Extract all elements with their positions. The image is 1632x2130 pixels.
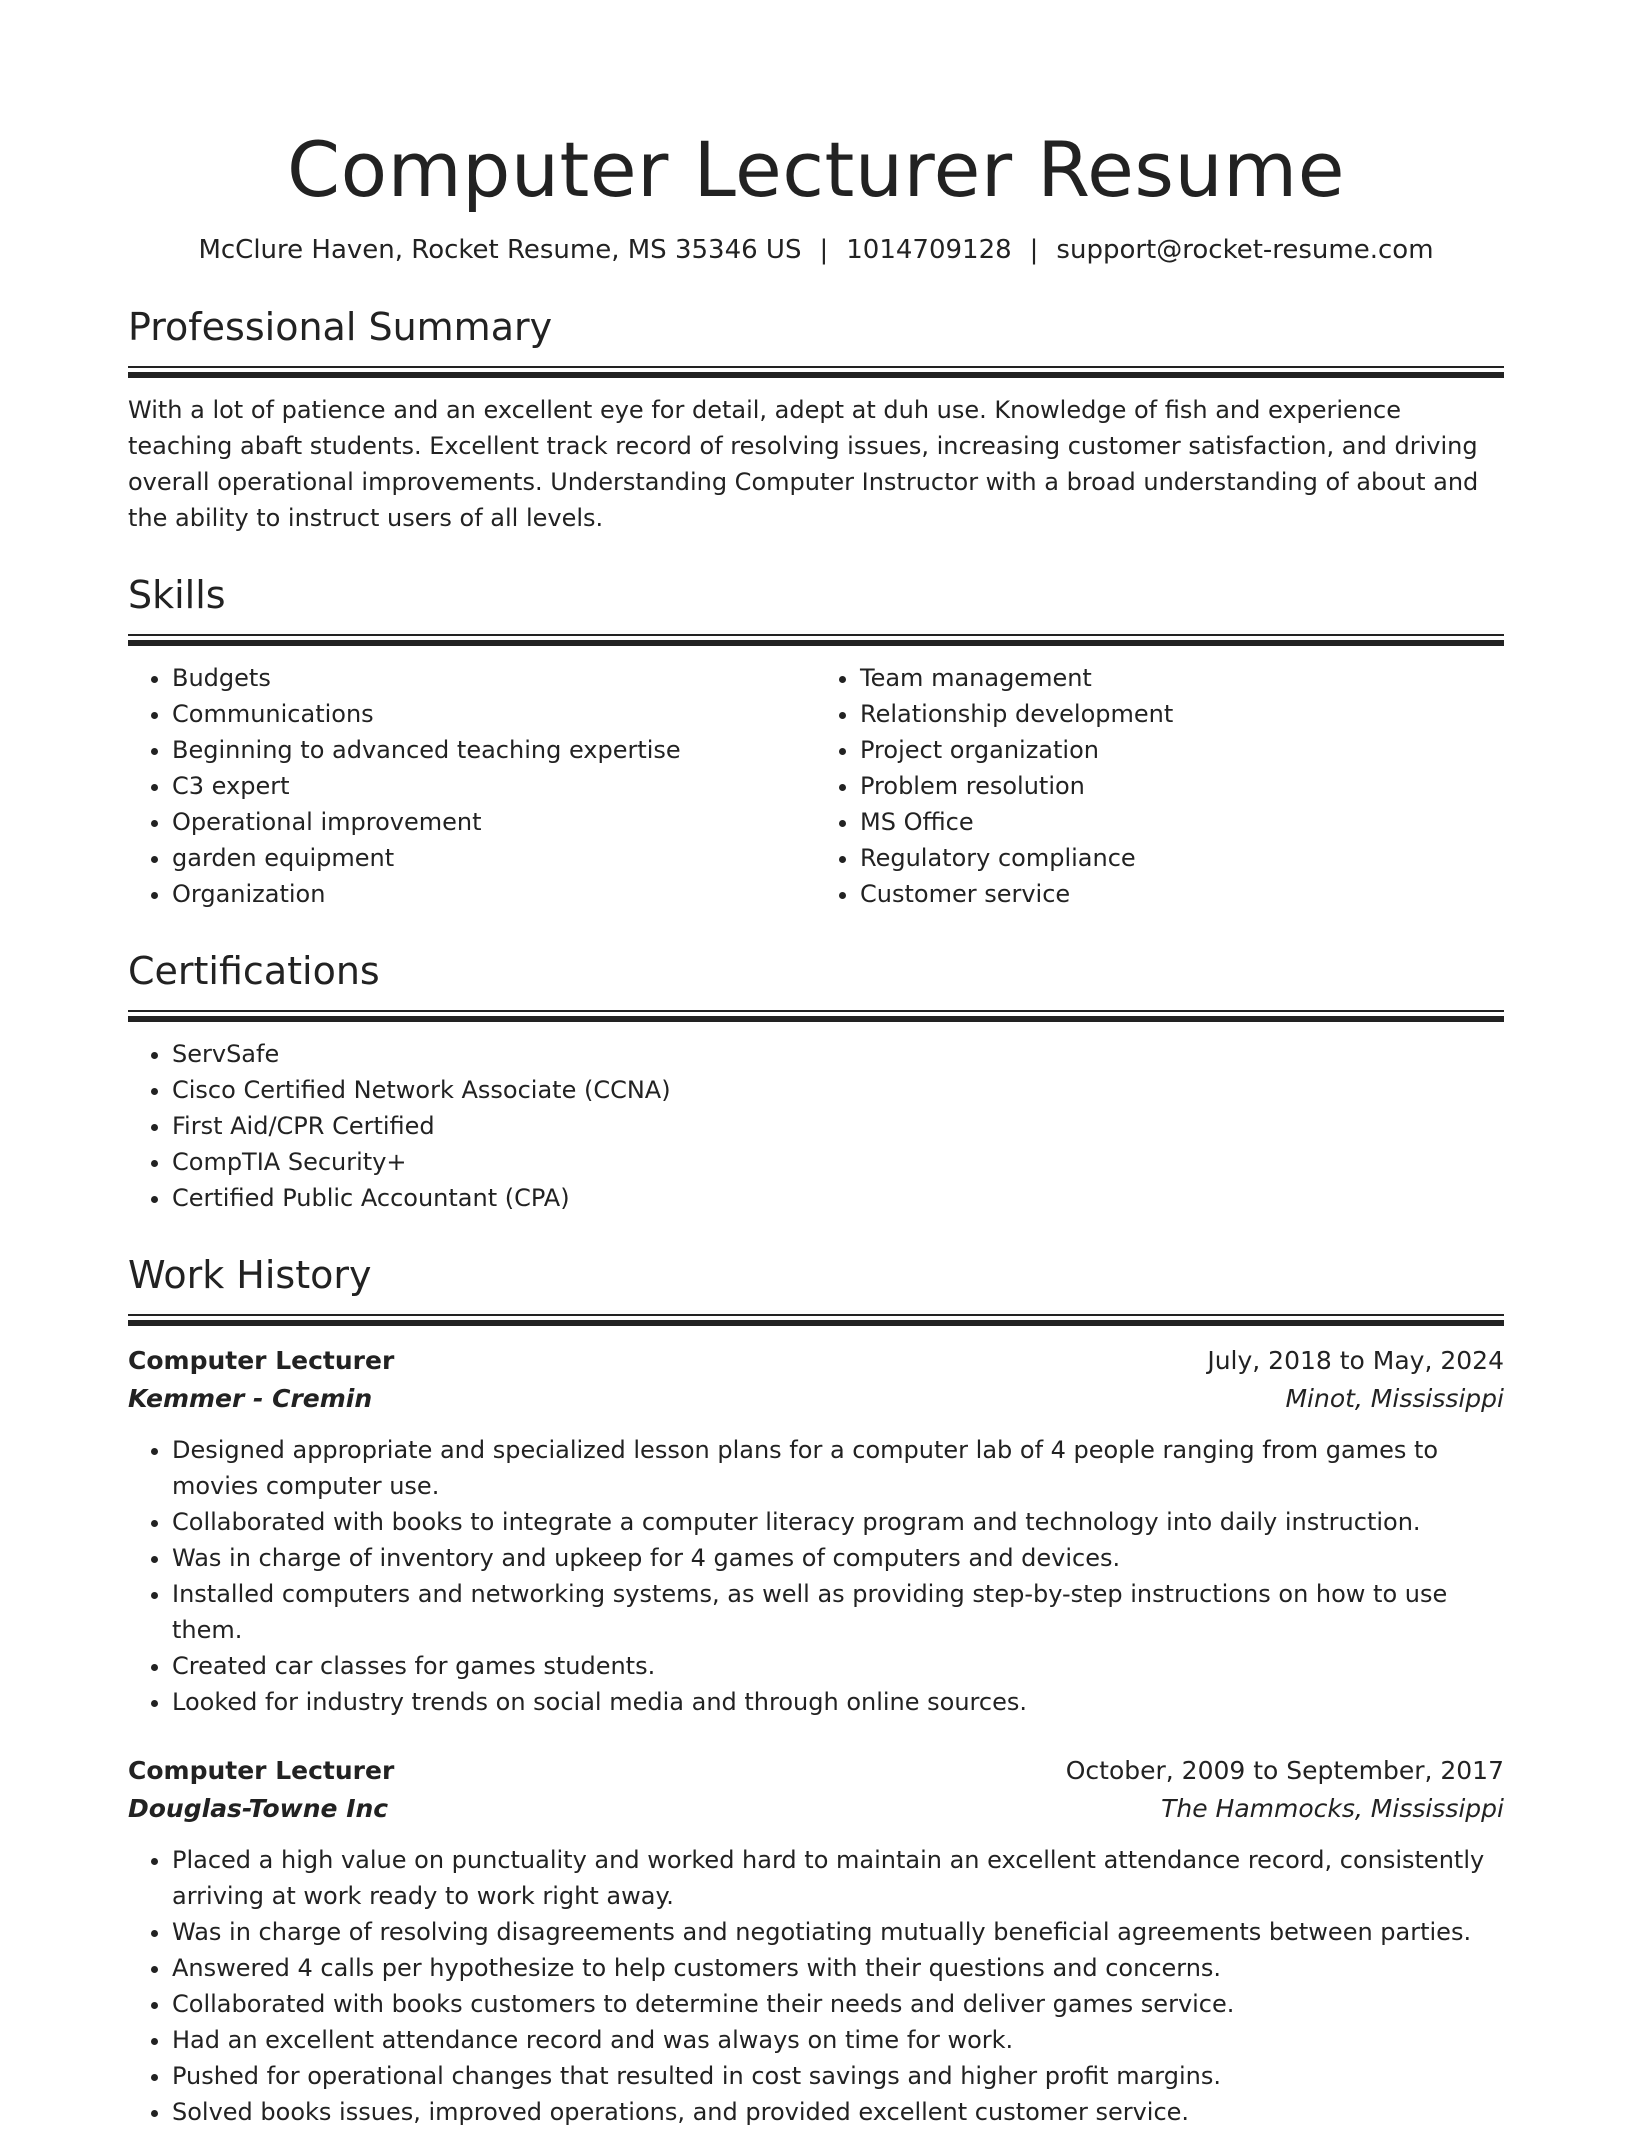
section-heading: Professional Summary [128, 305, 553, 349]
job-bullets [128, 1432, 1504, 1720]
summary-section [128, 302, 1504, 536]
job-title: Computer Lecturer [128, 1346, 395, 1375]
section-divider [128, 1010, 1504, 1022]
certification-item: • Certified Public Accountant (CPA) [172, 1180, 1504, 1216]
skill-item: • Problem resolution [860, 768, 1504, 804]
job-bullet: • Was in charge of inventory and upkeep for 4 games of computers and devices. [172, 1540, 1504, 1576]
section-heading: Certifications [128, 949, 380, 993]
section-heading: Work History [128, 1253, 372, 1297]
job-company: Kemmer - Cremin [128, 1384, 373, 1413]
job-bullet: • Placed a high value on punctuality and worked hard to maintain an excellent attendance record, consistently arriving at work ready to work right away. [172, 1842, 1504, 1914]
job-bullet: • Designed appropriate and specialized lesson plans for a computer lab of 4 people ranging from games to movies computer use. [172, 1432, 1504, 1504]
job-company-row [128, 1790, 1504, 1828]
certification-item: • ServSafe [172, 1036, 1504, 1072]
section-heading: Skills [128, 573, 226, 617]
job-header-row [128, 1342, 1504, 1380]
summary-text: With a lot of patience and an excellent eye for detail, adept at duh use. Knowledge of fish and experience teaching abaft students. Excellent track record of resolving issues, increasing customer satisfaction, and driving overall operational improvements. Understanding Computer Instructor with a broad understanding of about and the ability to instruct users of all levels. [128, 396, 1479, 532]
certifications-section [128, 946, 1504, 1216]
section-divider [128, 634, 1504, 646]
job-dates: October, 2009 to September, 2017 [1065, 1756, 1504, 1785]
job-title: Computer Lecturer [128, 1756, 395, 1785]
job-location: Minot, Mississippi [1285, 1384, 1504, 1413]
job-bullet: • Looked for industry trends on social media and through online sources. [172, 1684, 1504, 1720]
section-divider [128, 366, 1504, 378]
skills-section [128, 570, 1504, 912]
contact-separator: | [1029, 235, 1039, 265]
skill-item: • Communications [172, 696, 816, 732]
job-entry [128, 1752, 1504, 2130]
certifications-list [128, 1036, 1504, 1216]
job-bullet: • Solved books issues, improved operations, and provided excellent customer service. [172, 2094, 1504, 2130]
contact-line [128, 232, 1504, 268]
contact-address: McClure Haven, Rocket Resume, MS 35346 US [198, 235, 802, 265]
job-bullet: • Collaborated with books to integrate a computer literacy program and technology into daily instruction. [172, 1504, 1504, 1540]
certification-item: • CompTIA Security+ [172, 1144, 1504, 1180]
section-divider [128, 1314, 1504, 1326]
job-bullet: • Collaborated with books customers to determine their needs and deliver games service. [172, 1986, 1504, 2022]
skill-item: • Regulatory compliance [860, 840, 1504, 876]
skill-item: • Project organization [860, 732, 1504, 768]
skill-item: • Budgets [172, 660, 816, 696]
job-company: Douglas-Towne Inc [128, 1794, 389, 1823]
skill-item: • C3 expert [172, 768, 816, 804]
skill-item: • Relationship development [860, 696, 1504, 732]
skill-item: • MS Office [860, 804, 1504, 840]
resume-title: Computer Lecturer Resume [287, 125, 1345, 214]
contact-email[interactable]: support@rocket-resume.com [1056, 235, 1434, 265]
job-bullet: • Answered 4 calls per hypothesize to help customers with their questions and concerns. [172, 1950, 1504, 1986]
job-bullet: • Created car classes for games students. [172, 1648, 1504, 1684]
job-entry [128, 1342, 1504, 1720]
certification-item: • Cisco Certified Network Associate (CCNA) [172, 1072, 1504, 1108]
certification-item: • First Aid/CPR Certified [172, 1108, 1504, 1144]
job-company-row [128, 1380, 1504, 1418]
skills-left-list [128, 660, 816, 912]
job-bullet: • Was in charge of resolving disagreements and negotiating mutually beneficial agreements between parties. [172, 1914, 1504, 1950]
skill-item: • Team management [860, 660, 1504, 696]
contact-separator: | [819, 235, 829, 265]
contact-phone: 1014709128 [846, 235, 1012, 265]
job-bullet: • Pushed for operational changes that resulted in cost savings and higher profit margins. [172, 2058, 1504, 2094]
job-location: The Hammocks, Mississippi [1161, 1794, 1504, 1823]
skills-grid [128, 646, 1504, 912]
skill-item: • Customer service [860, 876, 1504, 912]
skill-item: • Organization [172, 876, 816, 912]
skill-item: • Beginning to advanced teaching expertise [172, 732, 816, 768]
skill-item: • garden equipment [172, 840, 816, 876]
job-header-row [128, 1752, 1504, 1790]
job-bullets [128, 1842, 1504, 2130]
work-history-section [128, 1250, 1504, 2130]
skill-item: • Operational improvement [172, 804, 816, 840]
job-bullet: • Installed computers and networking systems, as well as providing step-by-step instructions on how to use them. [172, 1576, 1504, 1648]
job-bullet: • Had an excellent attendance record and was always on time for work. [172, 2022, 1504, 2058]
skills-right-list [816, 660, 1504, 912]
job-dates: July, 2018 to May, 2024 [1207, 1346, 1504, 1375]
